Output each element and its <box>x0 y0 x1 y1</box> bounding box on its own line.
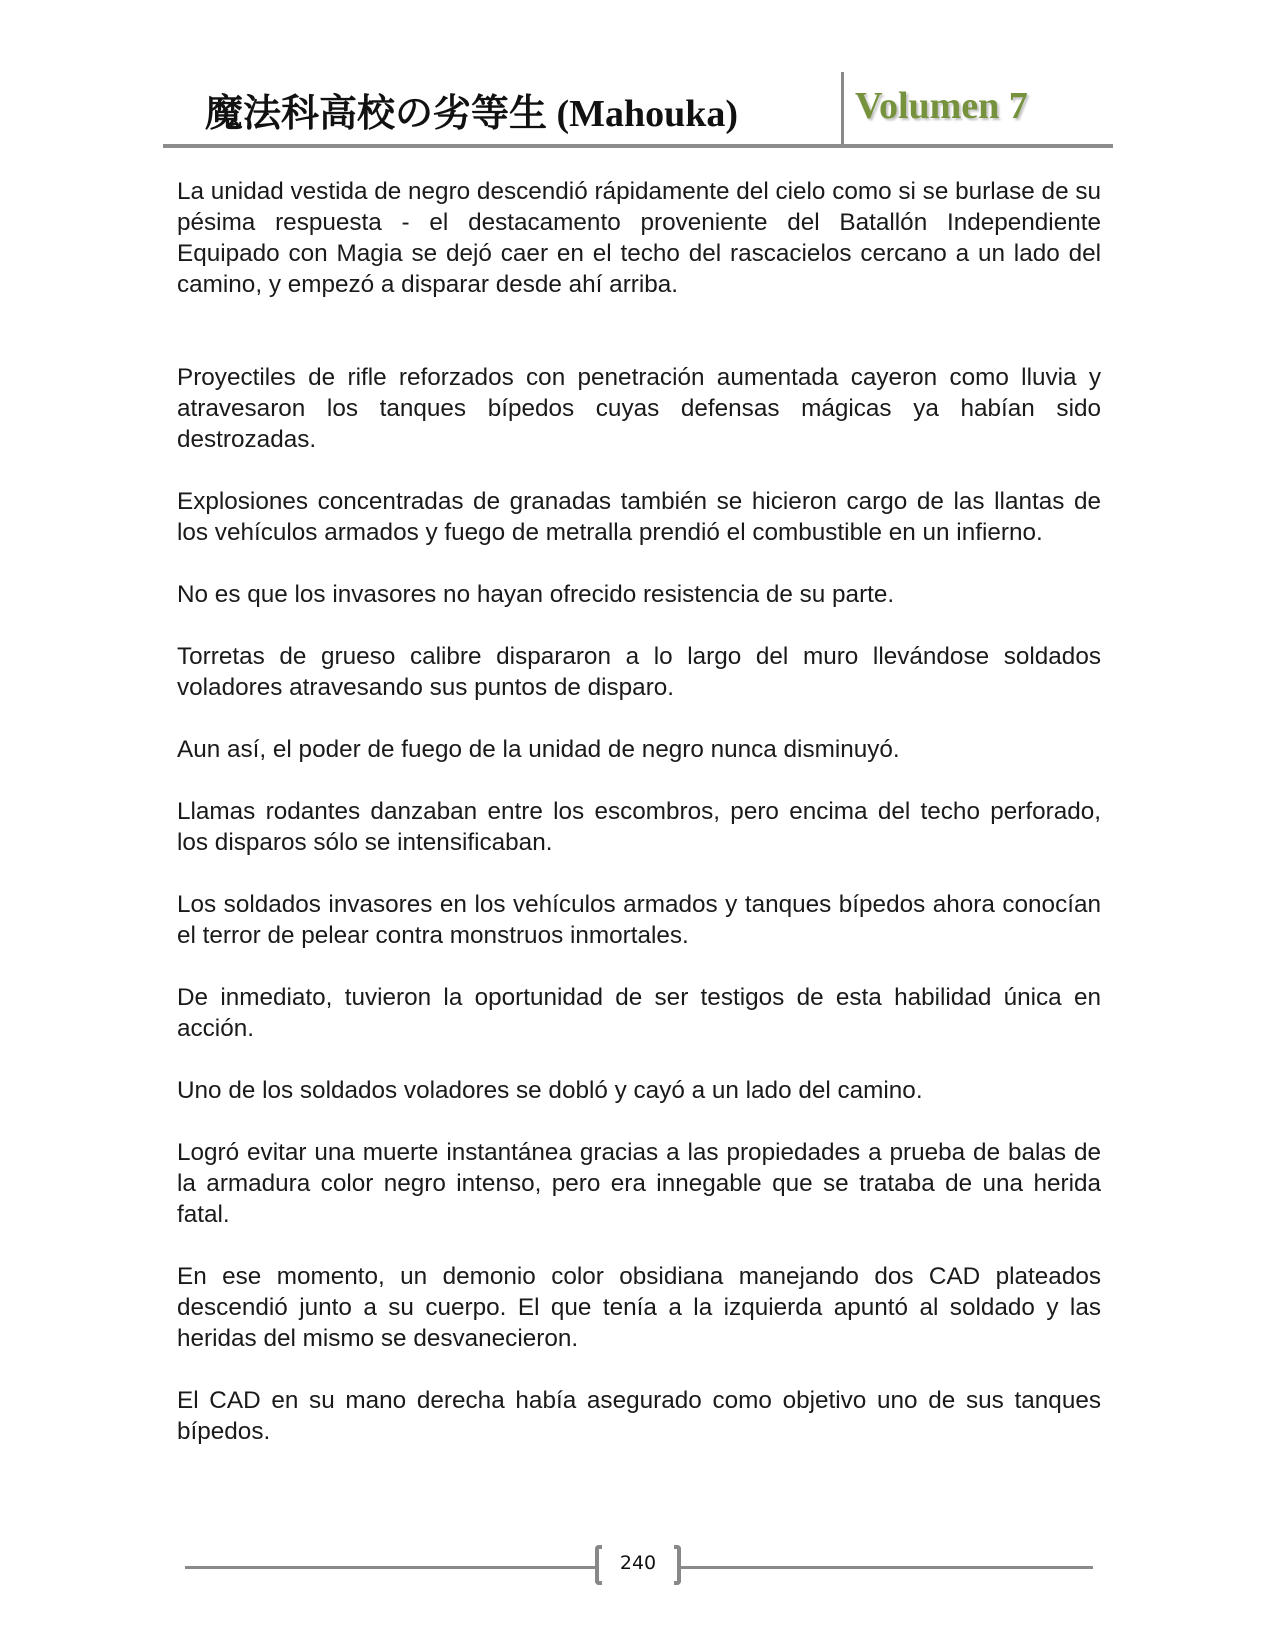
paragraph: No es que los invasores no hayan ofrecido resistencia de su parte. <box>177 581 895 608</box>
paragraph: Proyectiles de rifle reforzados con penetración aumentada cayeron como lluvia y atravesaron los tanques bípedos cuyas defensas mágicas ya habían sido destrozadas. <box>177 364 1101 453</box>
paragraph: La unidad vestida de negro descendió rápidamente del cielo como si se burlase de su pésima respuesta - el destacamento proveniente del Batallón Independiente Equipado con Magia se dejó caer en el techo del rascacielos cercano a un lado del camino, y empezó a disparar desde ahí arriba. <box>177 178 1101 298</box>
paragraph: Aun así, el poder de fuego de la unidad de negro nunca disminuyó. <box>177 736 900 763</box>
paragraph: En ese momento, un demonio color obsidiana manejando dos CAD plateados descendió junto a su cuerpo. El que tenía a la izquierda apuntó al soldado y las heridas del mismo se desvanecieron. <box>177 1263 1101 1352</box>
paragraph: Torretas de grueso calibre dispararon a lo largo del muro llevándose soldados voladores atravesando sus puntos de disparo. <box>177 643 1101 701</box>
page-footer <box>185 1540 1093 1590</box>
paragraph: Los soldados invasores en los vehículos armados y tanques bípedos ahora conocían el terror de pelear contra monstruos inmortales. <box>177 891 1101 949</box>
paragraph: Llamas rodantes danzaban entre los escombros, pero encima del techo perforado, los disparos sólo se intensificaban. <box>177 798 1101 856</box>
paragraph: Explosiones concentradas de granadas también se hicieron cargo de las llantas de los vehículos armados y fuego de metralla prendió el combustible en un infierno. <box>177 488 1101 546</box>
page-number: 240 <box>619 1552 657 1574</box>
paragraph: De inmediato, tuvieron la oportunidad de ser testigos de esta habilidad única en acción. <box>177 984 1101 1042</box>
footer-rule-left <box>185 1566 595 1569</box>
paragraph: El CAD en su mano derecha había asegurado como objetivo uno de sus tanques bípedos. <box>177 1387 1101 1445</box>
left-bracket-icon <box>595 1545 602 1585</box>
volume-label: Volumen 7 <box>855 85 1028 127</box>
book-title: 魔法科高校の劣等生 (Mahouka) <box>205 93 739 135</box>
header-divider <box>841 72 844 144</box>
page-header <box>163 70 1113 150</box>
paragraph: Uno de los soldados voladores se dobló y cayó a un lado del camino. <box>177 1077 923 1104</box>
footer-rule-right <box>681 1566 1093 1569</box>
paragraph: Logró evitar una muerte instantánea gracias a las propiedades a prueba de balas de la armadura color negro intenso, pero era innegable que se trataba de una herida fatal. <box>177 1139 1101 1228</box>
right-bracket-icon <box>674 1545 681 1585</box>
header-rule <box>163 144 1113 148</box>
page-body <box>177 176 1101 1478</box>
